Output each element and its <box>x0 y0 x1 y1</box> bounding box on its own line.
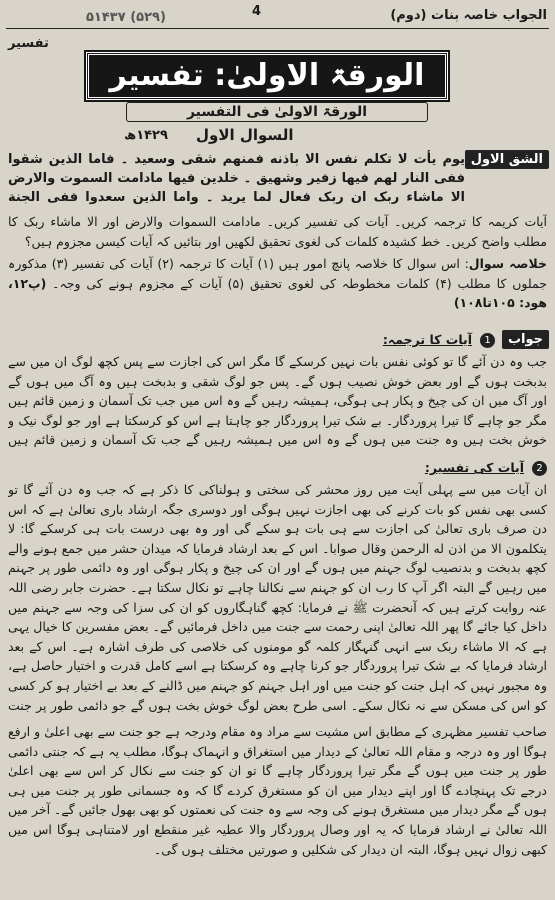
part-label: الشق الاول <box>465 150 549 169</box>
summary-text: اس سوال کا خلاصہ پانچ امور ہیں (۱) آیات کا ترجمہ (۲) آیات کی تفسیر (۳) مذکورہ جملوں کا مطلب (۴) کلمات مخطوطہ کی لغوی تحقیق (۵) آیات کے مجزوم ہونے کی وجہ۔ <box>8 256 547 291</box>
section-heading: آیات کا ترجمہ: <box>382 332 473 347</box>
section-name: تفسیر <box>8 36 49 51</box>
summary-reference: (پ۱۲، ھود: ۱۰۵تا۱۰۸) <box>8 275 547 311</box>
chapter-title: الورقۃ الاولیٰ: تفسیر <box>86 52 448 100</box>
answer-section-2-heading <box>8 458 547 478</box>
book-title: الجواب خاصہ بنات (دوم) <box>390 8 547 23</box>
section-heading: آیات کی تفسیر: <box>424 460 525 475</box>
quran-verse: یوم یأت لا تکلم نفس الا باذنه فمنهم شقی وسعید ۔ فاما الذین شقوا ففی النار لهم فیها زفیر وشهیق ۔ خلدین فیها مادامت السموت والارض الا ماشاء ربک ان ربک فعال لما یرید ۔ واما الذین سعدوا ففی الجنة <box>8 152 465 205</box>
question-title: السوال الاول <box>196 126 294 144</box>
answer-section-3-text: صاحب تفسیر مظہری کے مطابق اس مشیت سے مراد وہ مقام ودرجہ ہے جو جنت سے بھی اعلیٰ و ارفع ہوگا اور وہ درجہ و مقام اللہ تعالیٰ کے دیدار میں استغراق و انہماک ہوگا، مطلب یہ ہے کہ جنتی دائمی طور پر جنت میں ہوں گے مگر تیرا پروردگار چاہے گا تو ان کو جنت سے نکال کر اس سے بھی اعلیٰ درجے تک پہنچادے گا اور اپنے دیدار میں ان کو مستغرق کردے گا کہ وہ جسمانی طور پر جنت میں ہی ہوں گے مگر دیدار میں مستغرق ہونے کی وجہ سے وہ جنت کی نعمتوں کو بھی بھول جائیں گے۔ آخر میں اللہ تعالیٰ نے ارشاد فرمایا کہ یہ اور وصال پروردگار والا عطیہ غیر منقطع اور لامتناہی ہوگا اس میں کبھی زوال نہیں ہوگا، البتہ ان دیدار کی شکلیں و صورتیں مختلف ہوں گی۔ <box>8 724 547 857</box>
answer-section-1-heading <box>8 330 495 350</box>
question-text: آیات کریمہ کا ترجمہ کریں۔ آیات کی تفسیر کریں۔ مادامت السموات والارض اور الا ماشاء ربک کا مطلب واضح کریں۔ خط کشیدہ کلمات کی لغوی تحقیق لکھیں اور بتائیں کہ آیات کیسں مجزوم ہیں؟ <box>8 214 547 249</box>
question-summary: خلاصہ سوال: اس سوال کا خلاصہ پانچ امور ہیں (۱) آیات کا ترجمہ (۲) آیات کی تفسیر (۳) مذکورہ جملوں کا مطلب (۴) کلمات مخطوطہ کی لغوی تحقیق (۵) آیات کے مجزوم ہونے کی وجہ۔ (پ۱۲، ھود: ۱۰۵تا۱۰۸) <box>8 256 547 311</box>
answer-section-2-text: ان آیات میں سے پہلی آیت میں روز محشر کی سختی و ہولناکی کا ذکر ہے کہ جب وہ دن آئے گا تو کسی بھی نفس کو بات کرنے کی بھی اجازت نہیں ہوگی اور دوسری جگہ ارشاد باری تعالیٰ ہے کہ اس دن صرف باری تعالیٰ کی اجازت سے ہی بات ہو سکے گی اور وہ بھی درست بات ہی کرسکے گا: لا یتکلمون الا من اذن له الرحمن وقال صوابا۔ اس کے بعد ارشاد فرمایا کہ میدان حشر میں جمع ہونے والے کچھ بدبخت و بدنصیب لوگ جہنم میں ہوں گے اور ان کی چیخ و پکار ہوگی اور وہ دائمی طور پر جہنم میں رہیں گے البتہ اگر آپ کا رب ان کو جہنم سے نکالنا چاہے تو نکال سکتا ہے۔ حضرت جابر رضی اللہ عنہ روایت کرتے ہیں کہ آنحضرت ﷺ نے فرمایا: کچھ گناہگاروں کو ان کی سزا کی وجہ سے جہنم میں داخل کیا جائے گا پھر اللہ تعالیٰ اپنی رحمت سے جنت میں داخل فرمائیں گے۔ بعض مفسرین کا خیال یہی ہے کہ الا ماشاء ربک سے انہی گنہگار کلمہ گو مومنوں کی خلاصی کی طرف اشارہ ہے۔ اس کے بعد ارشاد فرمایا کہ بے شک تیرا پروردگار جو کرنا چاہے وہ کرسکتا ہے اسے کامل قدرت و اختیار حاصل ہے، وہ مجبور نہیں کہ اہل جنت کو جنت میں اور اہل جہنم کو جہنم میں ڈالنے کے بعد بے اختیار ہو کر کسی کو اس کی مسکن سے نہ نکال سکے۔ اسی طرح بعض لوگ خوش بخت ہوں گے جو دائمی طور پر جنت <box>8 482 547 713</box>
question-year: ۱۴۲۹ھ <box>124 128 168 143</box>
page-number: 4 <box>252 4 262 19</box>
header-code: (۵۲۹) ۵۱۴۳۷ <box>86 10 166 25</box>
answer-section-1-text: جب وہ دن آئے گا تو کوئی نفس بات نہیں کرسکے گا مگر اس کی اجازت سے پس کچھ لوگ ان میں سے بدبخت ہوں گے اور بعض خوش نصیب ہوں گے۔ پس جو لوگ شقی و بدبخت ہیں وہ آگ میں ہوں گے اور آگ میں ان کی چیخ و پکار ہی ہوگی، ہمیشہ رہیں گے وہ اس میں جب تک آسمان و زمین قائم ہیں مگر جو چاہے گا تیرا پروردگار۔ بے شک تیرا پروردگار جو چاہتا ہے اس کو کرسکتا ہے اور جو لوگ نیک و خوش بخت ہیں وہ جنت میں ہوں گے وہ اس میں ہمیشہ رہیں گے جب تک آسمان و زمین قائم ہیں <box>8 354 547 448</box>
header-rule <box>6 28 549 29</box>
summary-label: خلاصہ سوال <box>468 256 547 271</box>
chapter-subtitle: الورقۃ الاولیٰ فی التفسیر <box>126 102 428 122</box>
section-number-badge: 2 <box>532 461 547 476</box>
answer-label: جواب <box>502 330 549 349</box>
section-number-badge: 1 <box>480 333 495 348</box>
